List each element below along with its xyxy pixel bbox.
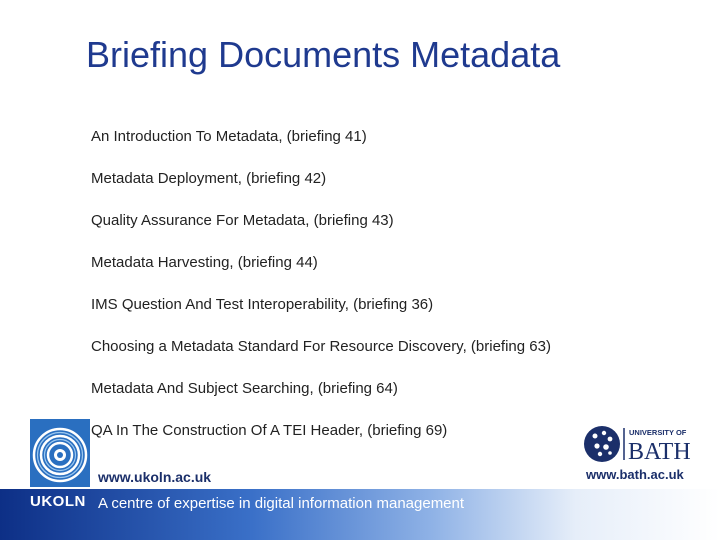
ukoln-label: UKOLN xyxy=(30,493,86,510)
ukoln-url-link[interactable]: www.ukoln.ac.uk xyxy=(98,469,212,485)
bath-name-label: BATH xyxy=(628,439,691,465)
ukoln-logo-icon xyxy=(30,419,90,487)
briefing-list xyxy=(91,127,551,463)
list-item: Choosing a Metadata Standard For Resource Discovery, (briefing 63) xyxy=(91,338,551,355)
bath-logo xyxy=(582,420,702,468)
bath-url-link[interactable]: www.bath.ac.uk xyxy=(586,467,684,482)
list-item: Quality Assurance For Metadata, (briefing 43) xyxy=(91,212,394,229)
slide-title: Briefing Documents Metadata xyxy=(86,34,561,75)
list-item: Metadata Harvesting, (briefing 44) xyxy=(91,254,318,271)
list-item: Metadata And Subject Searching, (briefing 64) xyxy=(91,380,398,397)
list-item: IMS Question And Test Interoperability, (briefing 36) xyxy=(91,296,434,313)
list-item: QA In The Construction Of A TEI Header, (briefing 69) xyxy=(91,422,448,439)
list-item: An Introduction To Metadata, (briefing 41) xyxy=(91,128,367,145)
list-item: Metadata Deployment, (briefing 42) xyxy=(91,170,327,187)
bath-university-label: UNIVERSITY OF xyxy=(629,428,687,437)
footer-tagline: A centre of expertise in digital information management xyxy=(98,495,465,512)
bath-crest-icon xyxy=(582,420,702,468)
